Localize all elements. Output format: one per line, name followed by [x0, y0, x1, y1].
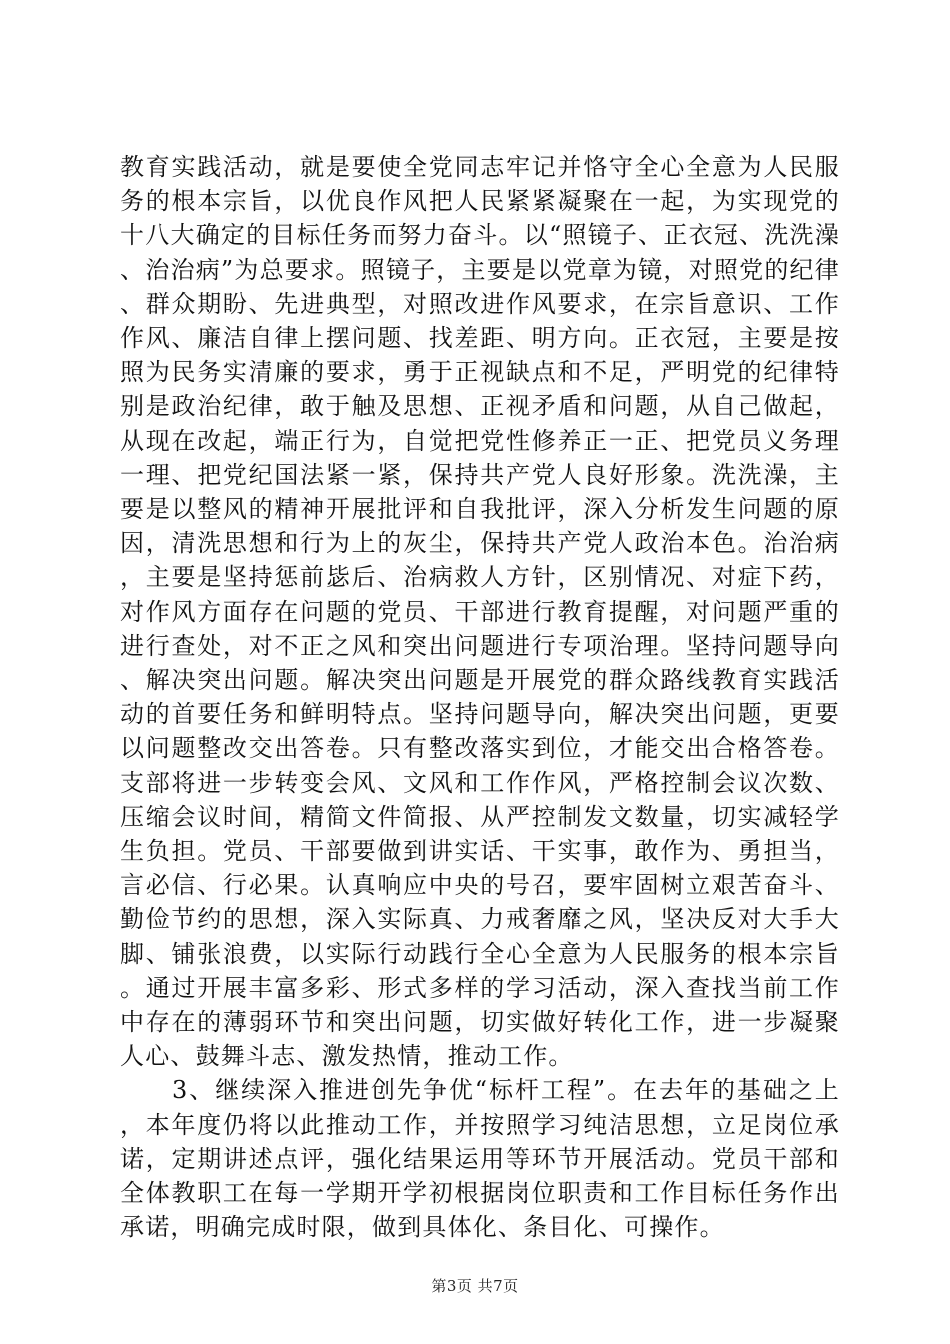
page-footer	[0, 1276, 950, 1296]
body-paragraph-1: 教育实践活动，就是要使全党同志牢记并恪守全心全意为人民服务的根本宗旨，以优良作风把人民紧紧凝聚在一起，为实现党的十八大确定的目标任务而努力奋斗。以“照镜子、正衣冠、洗洗澡、治治病”为总要求。照镜子，主要是以党章为镜，对照党的纪律、群众期盼、先进典型，对照改进作风要求，在宗旨意识、工作作风、廉洁自律上摆问题、找差距、明方向。正衣冠，主要是按照为民务实清廉的要求，勇于正视缺点和不足，严明党的纪律特别是政治纪律，敢于触及思想、正视矛盾和问题，从自己做起，从现在改起，端正行为，自觉把党性修养正一正、把党员义务理一理、把党纪国法紧一紧，保持共产党人良好形象。洗洗澡，主要是以整风的精神开展批评和自我批评，深入分析发生问题的原因，清洗思想和行为上的灰尘，保持共产党人政治本色。治治病，主要是坚持惩前毖后、治病救人方针，区别情况、对症下药，对作风方面存在问题的党员、干部进行教育提醒，对问题严重的进行查处，对不正之风和突出问题进行专项治理。坚持问题导向、解决突出问题。解决突出问题是开展党的群众路线教育实践活动的首要任务和鲜明特点。坚持问题导向，解决突出问题，更要以问题整改交出答卷。只有整改落实到位，才能交出合格答卷。支部将进一步转变会风、文风和工作作风，严格控制会议次数、压缩会议时间，精简文件简报、从严控制发文数量，切实减轻学生负担。党员、干部要做到讲实话、干实事，敢作为、勇担当，言必信、行必果。认真响应中央的号召，要牢固树立艰苦奋斗、勤俭节约的思想，深入实际真、力戒奢靡之风，坚决反对大手大脚、铺张浪费，以实际行动践行全心全意为人民服务的根本宗旨。通过开展丰富多彩、形式多样的学习活动，深入查找当前工作中存在的薄弱环节和突出问题，切实做好转化工作，进一步凝聚人心、鼓舞斗志、激发热情，推动工作。	[120, 153, 840, 1071]
page-number-label: 第3页 共7页	[431, 1277, 519, 1295]
document-body	[120, 150, 840, 1245]
body-paragraph-2: 3、继续深入推进创先争优“标杆工程”。在去年的基础之上，本年度仍将以此推动工作，并按照学习纯洁思想，立足岗位承诺，定期讲述点评，强化结果运用等环节开展活动。党员干部和全体教职工在每一学期开学初根据岗位职责和工作目标任务作出承诺，明确完成时限，做到具体化、条目化、可操作。	[120, 1076, 840, 1242]
